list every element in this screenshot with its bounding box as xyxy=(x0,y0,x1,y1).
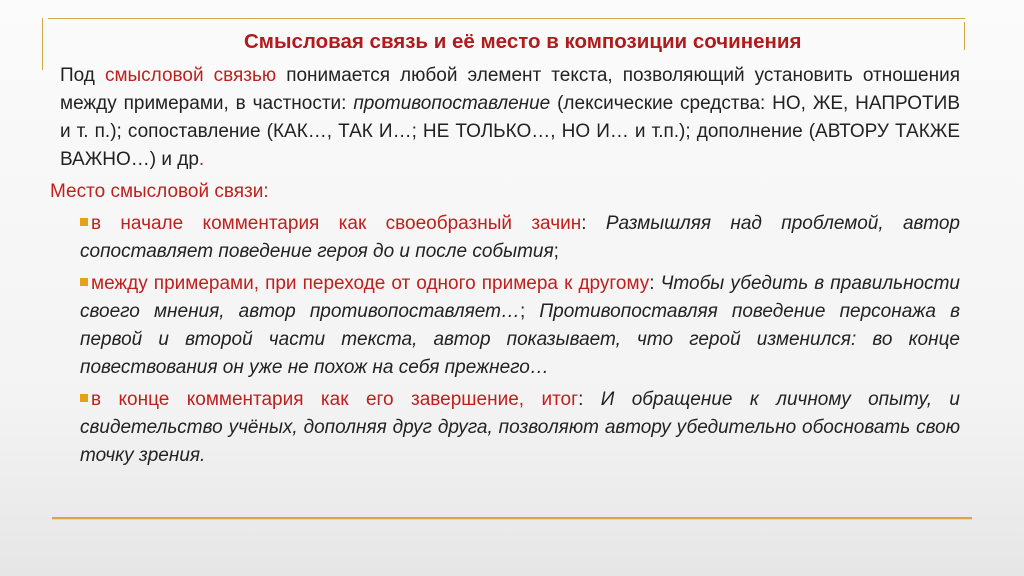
list-item-tail: ; xyxy=(553,241,559,262)
place-heading: Место смысловой связи: xyxy=(50,181,269,202)
square-bullet-icon xyxy=(80,218,88,226)
intro-text: Под xyxy=(60,65,105,86)
list-item xyxy=(50,270,960,382)
slide-body xyxy=(50,62,960,470)
frame-bottom-shadow xyxy=(52,519,972,520)
list-item-colon: : xyxy=(581,213,606,234)
slide-title: Смысловая связь и её место в композиции сочинения xyxy=(244,30,802,53)
intro-key-term: смысловой связью xyxy=(104,65,277,86)
list-item-example: Чтобы убедить в правильности своего мнения, автор противопоставляет… xyxy=(80,273,960,322)
list-item-lead xyxy=(50,270,960,382)
list-item-example: И обращение к личному опыту, и свидетельство учёных, дополняя друг друга, позволяют автору убедительно обосновать свою точку зрения. xyxy=(80,389,960,466)
intro-period: . xyxy=(198,149,205,170)
list-item-lead xyxy=(50,210,960,266)
frame-right-line xyxy=(964,22,965,50)
list-item-example: Противопоставляя поведение персонажа в первой и второй части текста, автор показывает, что герой изменился: во конце повествования он уже не похож на себя прежнего… xyxy=(80,301,960,378)
frame-top-line xyxy=(48,18,965,19)
list-item-colon: : xyxy=(578,389,601,410)
list-item xyxy=(50,210,960,266)
intro-text: (лексические средства: НО, ЖЕ, НАПРОТИВ и т. п.); сопоставление (КАК…, ТАК И…; НЕ ТОЛЬКО…, НО И… и т.п.); дополнение (АВТОРУ ТАКЖЕ ВАЖНО…) и др xyxy=(60,93,960,170)
list-item-example: Размышляя над проблемой, автор сопоставляет поведение героя до и после события xyxy=(80,213,960,262)
list-item-highlight: в конце комментария как его завершение, итог xyxy=(91,389,579,410)
list-item-colon: : xyxy=(649,273,661,294)
list-item-lead xyxy=(50,386,960,470)
intro-text: понимается любой элемент текста, позволяющий установить отношения между примерами, в частности: xyxy=(60,65,960,114)
intro-italic-term: противопоставление xyxy=(353,93,551,114)
square-bullet-icon xyxy=(80,394,88,402)
list-item-tail: ; xyxy=(519,301,540,322)
intro-paragraph xyxy=(60,62,960,174)
list-item-highlight: в начале комментария как своеобразный зачин xyxy=(91,213,582,234)
frame-left-line xyxy=(42,18,43,70)
list-item-highlight: между примерами, при переходе от одного примера к другому xyxy=(91,273,650,294)
square-bullet-icon xyxy=(80,278,88,286)
list-item xyxy=(50,386,960,470)
